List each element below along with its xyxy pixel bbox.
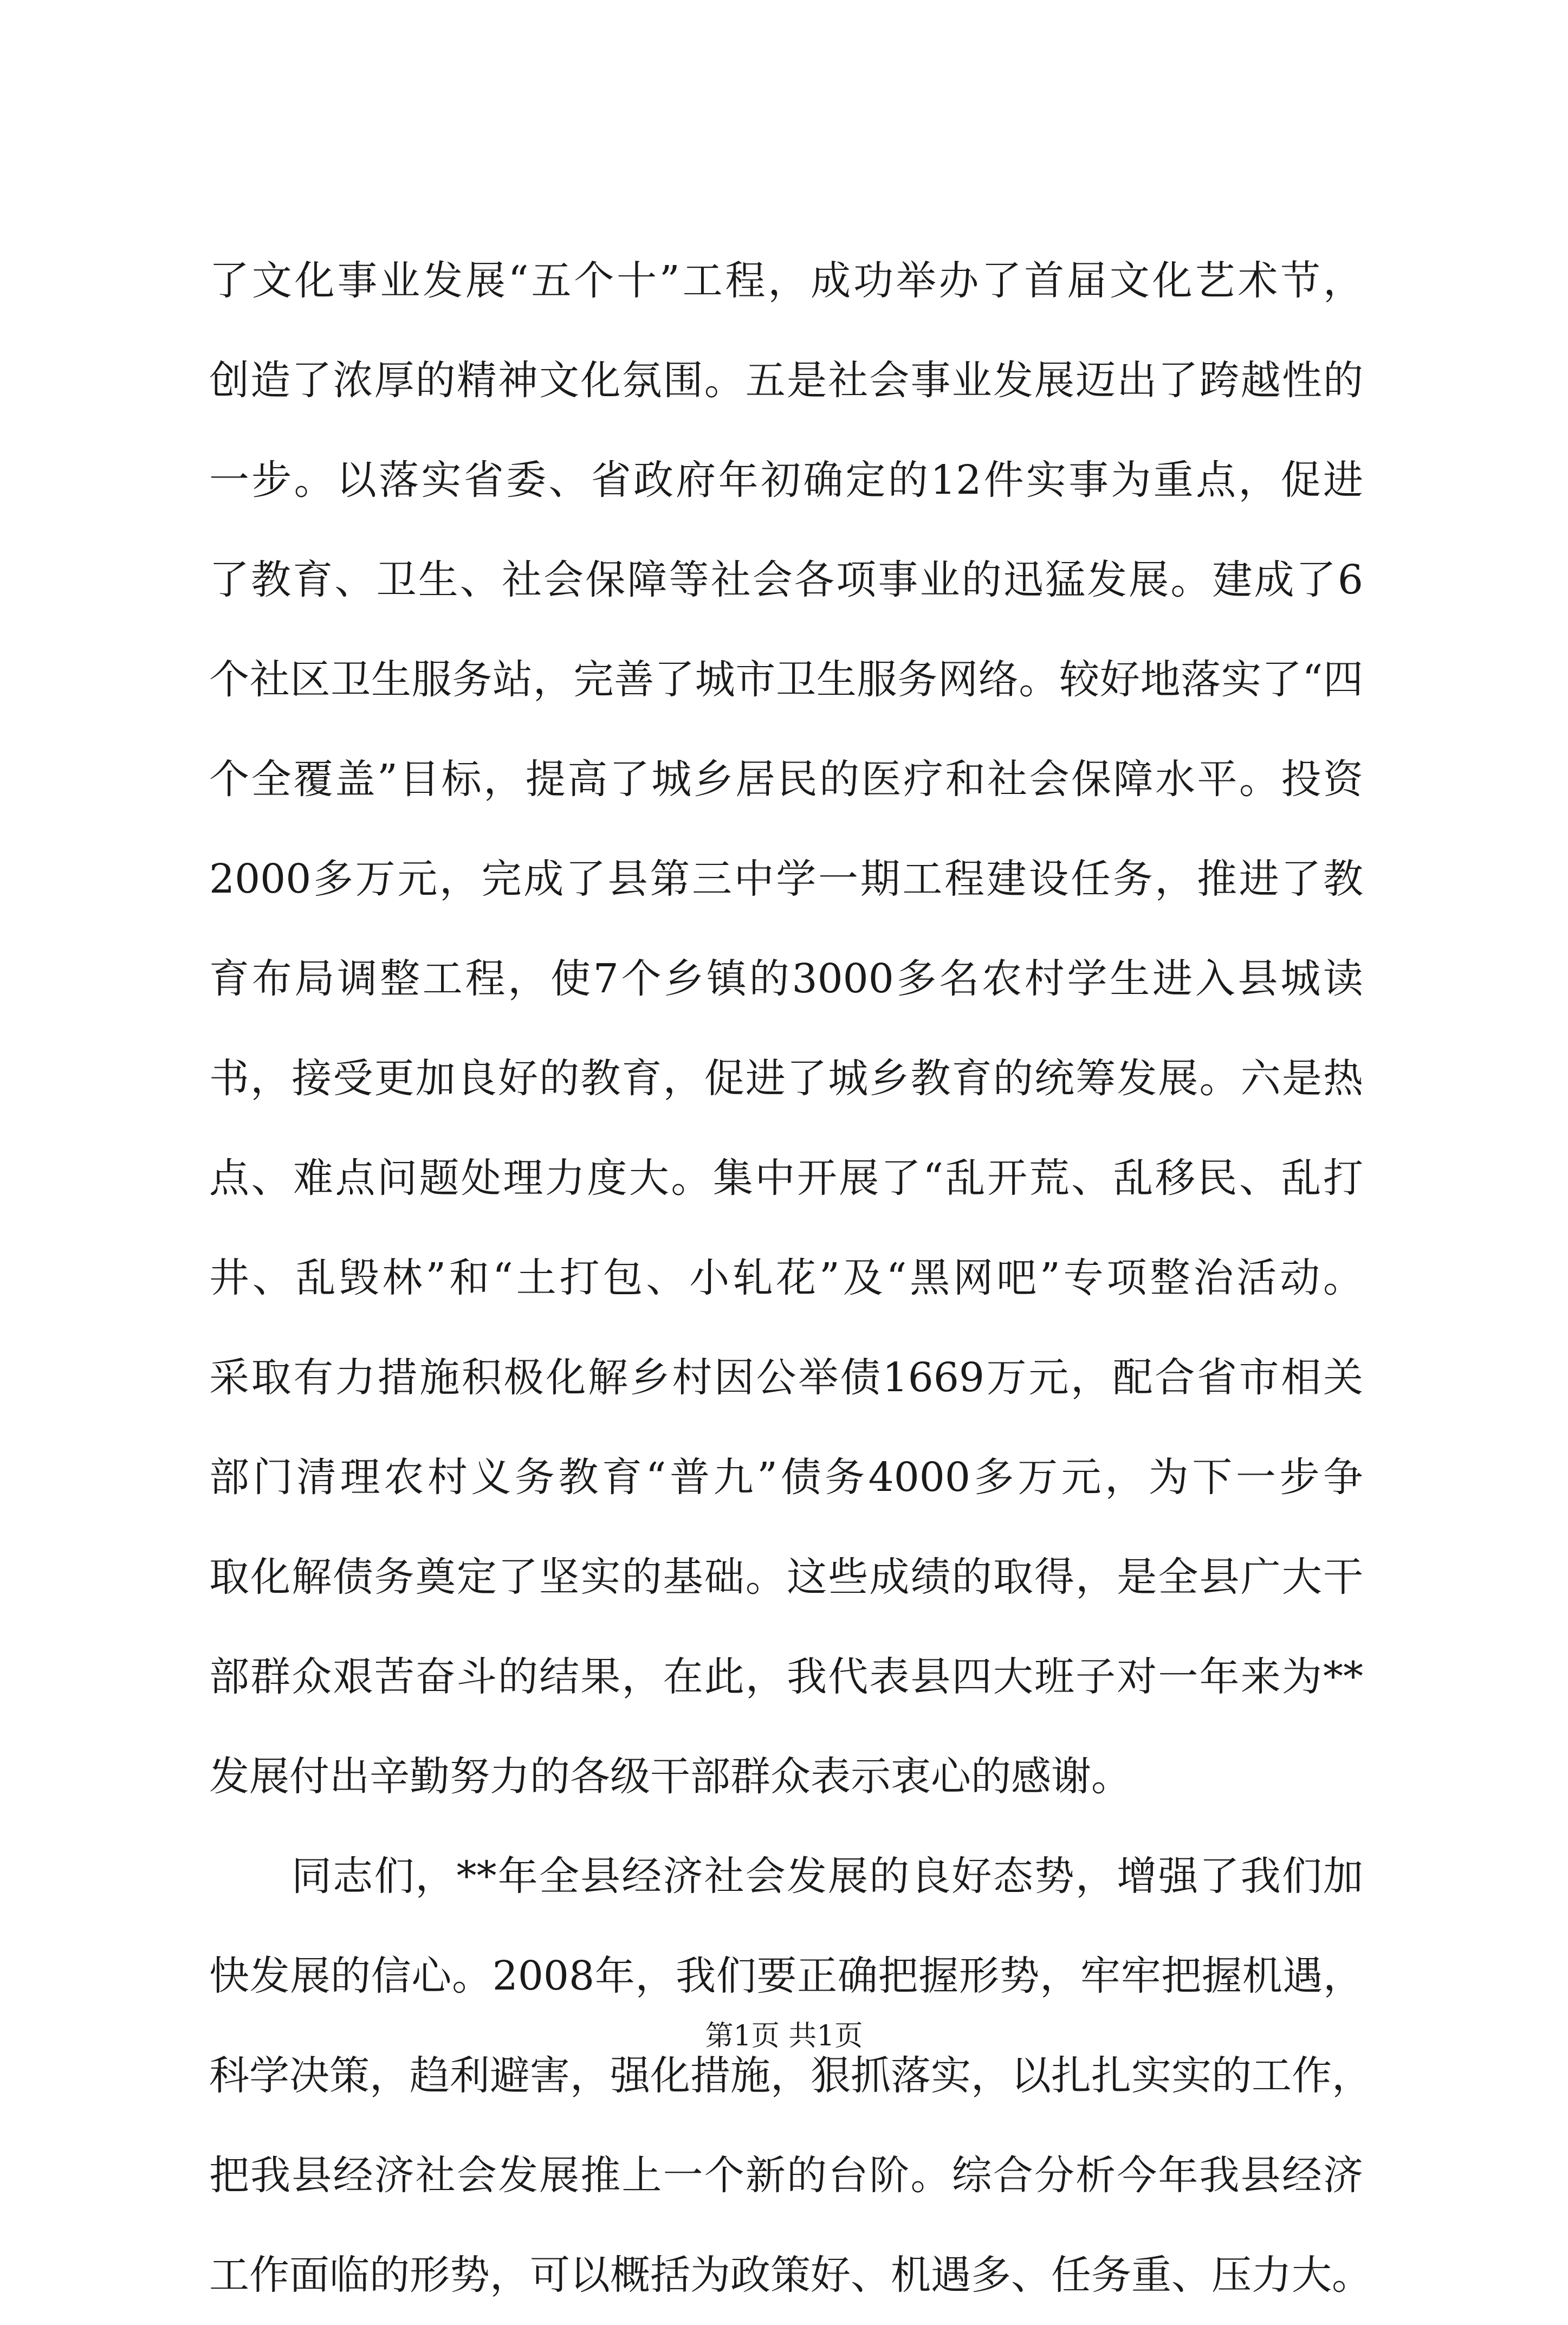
text-line: 把我县经济社会发展推上一个新的台阶。综合分析今年我县经济 bbox=[209, 2152, 1363, 2199]
body-text bbox=[209, 231, 1372, 2325]
text-line: 2000多万元，完成了县第三中学一期工程建设任务，推进了教 bbox=[209, 856, 1363, 902]
text-line: 部群众艰苦奋斗的结果，在此，我代表县四大班子对一年来为** bbox=[209, 1654, 1363, 1700]
text-line: 部门清理农村义务教育“普九”债务4000多万元，为下一步争 bbox=[209, 1454, 1363, 1501]
text-line: 点、难点问题处理力度大。集中开展了“乱开荒、乱移民、乱打 bbox=[209, 1155, 1363, 1202]
text-line: 快发展的信心。2008年，我们要正确把握形势，牢牢把握机遇， bbox=[209, 1953, 1363, 1999]
page-footer bbox=[0, 2017, 1568, 2055]
text-line: 创造了浓厚的精神文化氛围。五是社会事业发展迈出了跨越性的 bbox=[209, 357, 1363, 404]
text-line: 个社区卫生服务站，完善了城市卫生服务网络。较好地落实了“四 bbox=[209, 656, 1363, 703]
text-line: 工作面临的形势，可以概括为政策好、机遇多、任务重、压力大。 bbox=[209, 2252, 1372, 2298]
text-line: 发展付出辛勤努力的各级干部群众表示衷心的感谢。 bbox=[209, 1753, 1131, 1800]
text-line: 了文化事业发展“五个十”工程，成功举办了首届文化艺术节， bbox=[209, 257, 1363, 304]
paragraph-achievements bbox=[209, 231, 1363, 1826]
text-line: 一步。以落实省委、省政府年初确定的12件实事为重点，促进 bbox=[209, 457, 1363, 503]
text-line: 井、乱毁林”和“土打包、小轧花”及“黑网吧”专项整治活动。 bbox=[209, 1255, 1363, 1301]
text-line: 取化解债务奠定了坚实的基础。这些成绩的取得，是全县广大干 bbox=[209, 1554, 1363, 1600]
text-line: 个全覆盖”目标，提高了城乡居民的医疗和社会保障水平。投资 bbox=[209, 756, 1363, 803]
text-line: 采取有力措施积极化解乡村因公举债1669万元，配合省市相关 bbox=[209, 1354, 1363, 1401]
paragraph-outlook bbox=[209, 1826, 1372, 2325]
text-line: 科学决策，趋利避害，强化措施，狠抓落实，以扎扎实实的工作， bbox=[209, 2052, 1372, 2099]
text-line: 书，接受更加良好的教育，促进了城乡教育的统筹发展。六是热 bbox=[209, 1055, 1363, 1102]
text-line: 同志们，**年全县经济社会发展的良好态势，增强了我们加 bbox=[291, 1853, 1363, 1900]
text-line: 育布局调整工程，使7个乡镇的3000多名农村学生进入县城读 bbox=[209, 955, 1363, 1002]
text-line: 了教育、卫生、社会保障等社会各项事业的迅猛发展。建成了6 bbox=[209, 557, 1363, 603]
page-number: 第1页 共1页 bbox=[705, 2020, 863, 2052]
